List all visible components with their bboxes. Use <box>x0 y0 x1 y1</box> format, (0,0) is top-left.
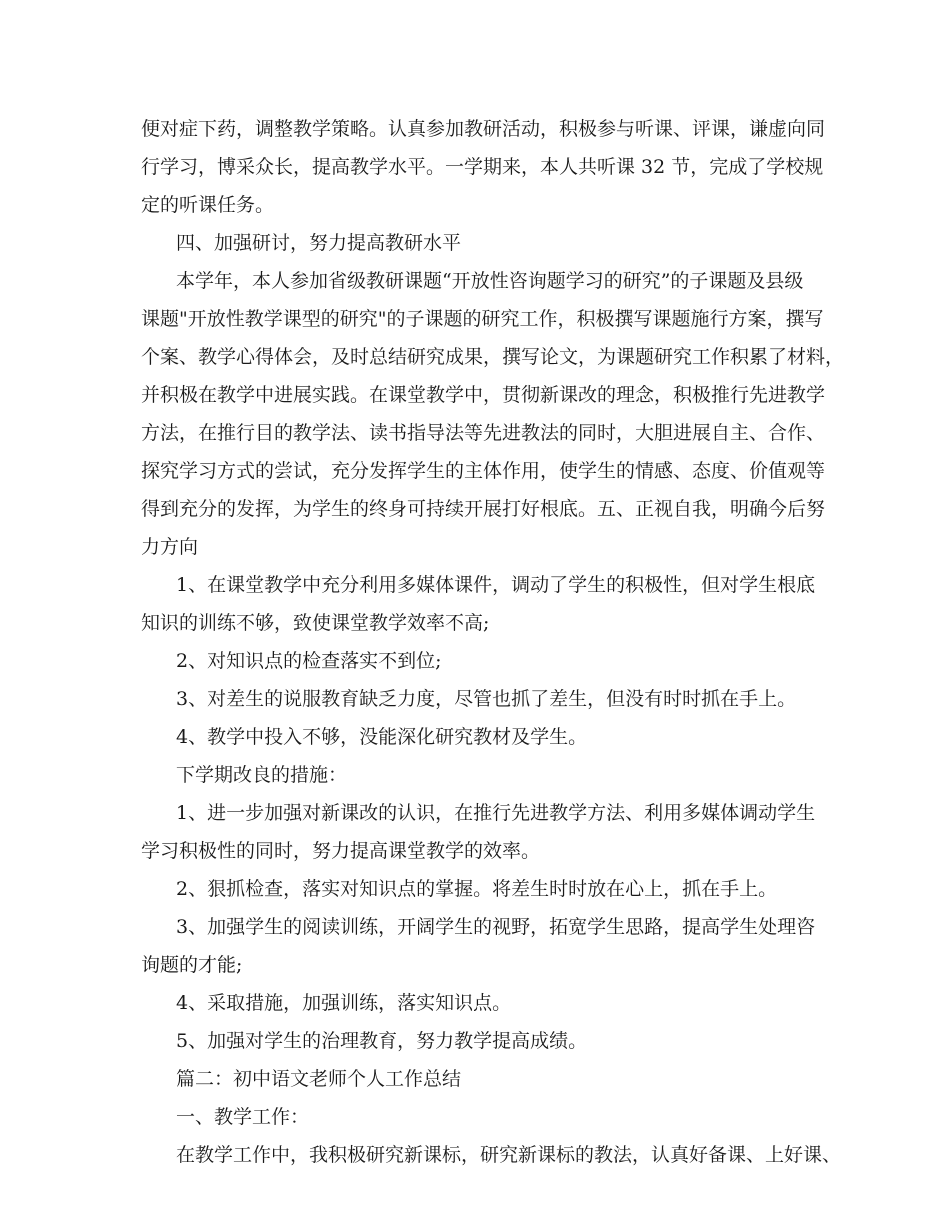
section-heading: 一、教学工作： <box>176 1106 310 1128</box>
text-line: 知识的训练不够，致使课堂教学效率不高; <box>141 612 490 634</box>
text-line: 得到充分的发挥，为学生的终身可持续开展打好根底。五、正视自我，明确今后努 <box>141 498 826 520</box>
list-item: 3、对差生的说服教育缺乏力度，尽管也抓了差生，但没有时时抓在手上。 <box>176 688 797 710</box>
list-item: 2、对知识点的检查落实不到位; <box>176 650 442 672</box>
list-item: 4、教学中投入不够，没能深化研究教材及学生。 <box>176 726 588 748</box>
list-item: 1、在课堂教学中充分利用多媒体课件，调动了学生的积极性，但对学生根底 <box>176 574 816 596</box>
text-line: 询题的才能; <box>141 954 243 976</box>
list-item: 4、采取措施，加强训练，落实知识点。 <box>176 992 512 1014</box>
section-heading: 四、加强研讨，努力提高教研水平 <box>176 232 462 254</box>
text-line: 定的听课任务。 <box>141 194 275 216</box>
section-heading: 下学期改良的措施： <box>176 764 348 786</box>
list-item: 5、加强对学生的治理教育，努力教学提高成绩。 <box>176 1030 588 1052</box>
text-line: 方法，在推行目的教学法、读书指导法等先进教法的同时，大胆进展自主、合作、 <box>141 422 826 444</box>
text-line: 学习积极性的同时，努力提高课堂教学的效率。 <box>141 840 541 862</box>
text-line: 在教学工作中，我积极研究新课标，研究新课标的教法，认真好备课、上好课、 <box>176 1144 842 1166</box>
text-line: 便对症下药，调整教学策略。认真参加教研活动，积极参与听课、评课，谦虚向同 <box>141 118 826 140</box>
text-line: 课题"开放性教学课型的研究"的子课题的研究工作，积极撰写课题施行方案，撰写 <box>141 308 824 330</box>
text-line: 个案、教学心得体会，及时总结研究成果，撰写论文，为课题研究工作积累了材料， <box>141 346 845 368</box>
text-line: 力方向 <box>141 536 199 558</box>
text-line: 本学年，本人参加省级教研课题“开放性咨询题学习的研究”的子课题及县级 <box>176 270 804 292</box>
list-item: 1、进一步加强对新课改的认识，在推行先进教学方法、利用多媒体调动学生 <box>176 802 816 824</box>
text-line: 探究学习方式的尝试，充分发挥学生的主体作用，使学生的情感、态度、价值观等 <box>141 460 826 482</box>
list-item: 2、狠抓检查，落实对知识点的掌握。将差生时时放在心上，抓在手上。 <box>176 878 778 900</box>
list-item: 3、加强学生的阅读训练，开阔学生的视野，拓宽学生思路，提高学生处理咨 <box>176 916 816 938</box>
text-line: 行学习，博采众长，提高教学水平。一学期来，本人共听课 32 节，完成了学校规 <box>141 156 824 178</box>
section-heading: 篇二：初中语文老师个人工作总结 <box>176 1068 462 1090</box>
text-line: 并积极在教学中进展实践。在课堂教学中，贯彻新课改的理念，积极推行先进教学 <box>141 384 826 406</box>
